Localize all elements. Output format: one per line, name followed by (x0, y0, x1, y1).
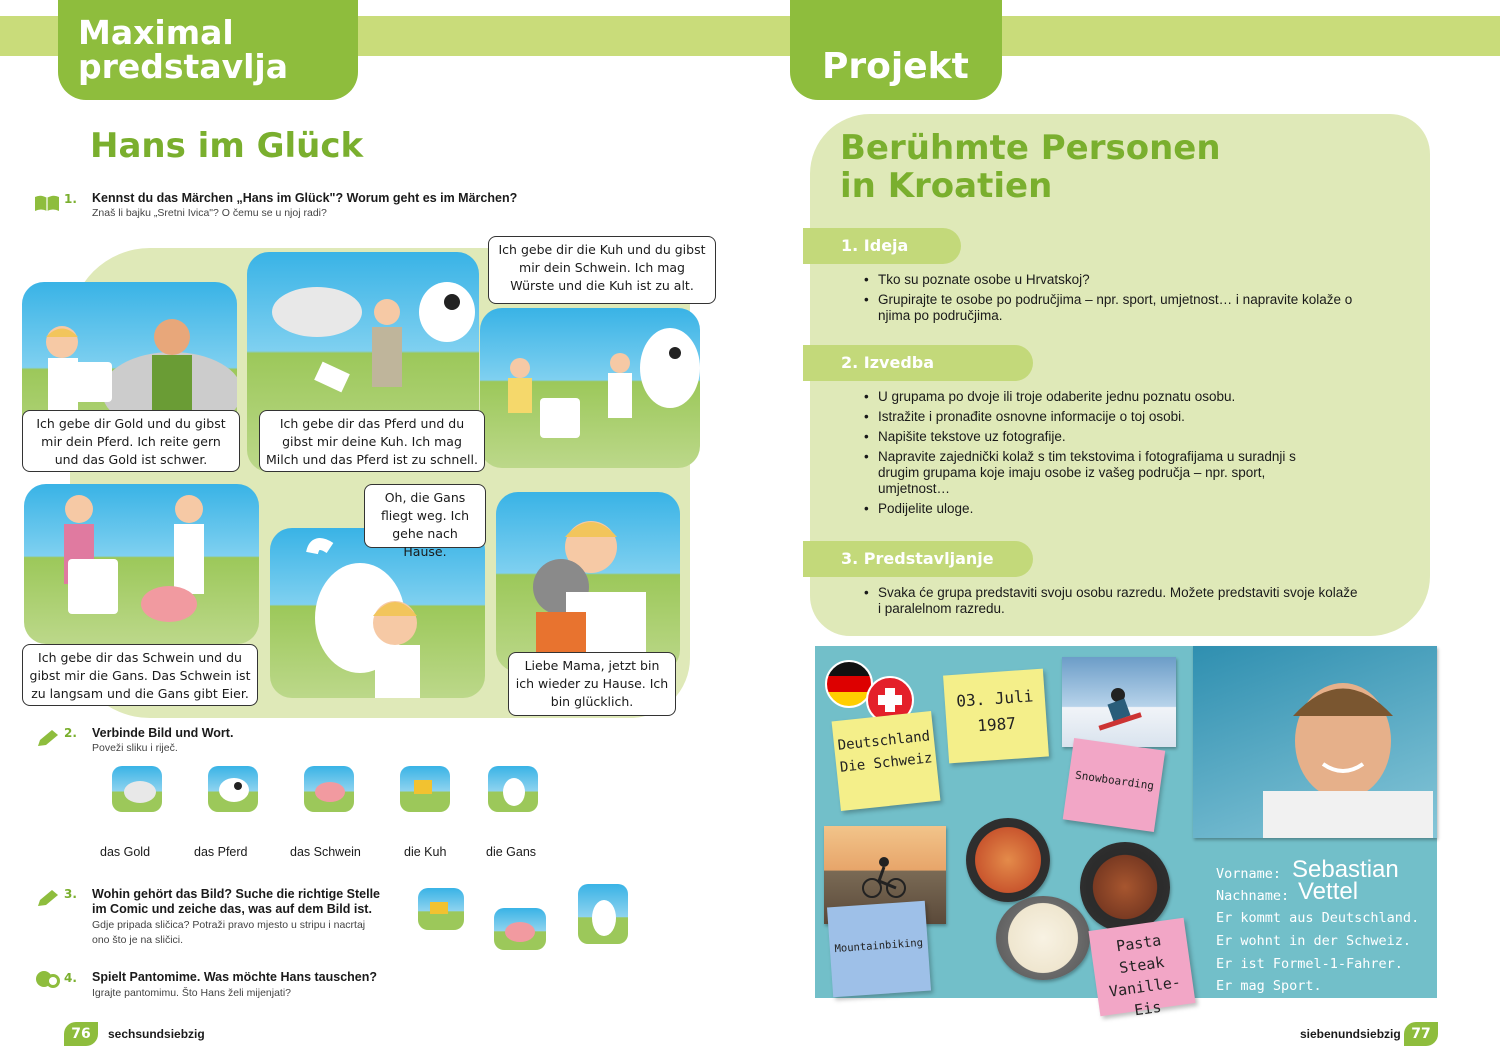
left-tab-line1: Maximal (78, 13, 234, 52)
thumb-goose-task3[interactable] (578, 884, 628, 944)
task-4-de: Spielt Pantomime. Was möchte Hans tauschen? (92, 970, 378, 984)
hans-and-mother-illustration (496, 492, 680, 672)
list-item: • Tko su poznate osobe u Hrvatskoj? (862, 272, 1362, 288)
info-line-3: Er ist Formel-1-Fahrer. (1216, 956, 1403, 972)
thumb-gold[interactable] (400, 766, 450, 812)
word-gold[interactable]: das Gold (100, 845, 151, 859)
cow-and-girl-illustration (480, 308, 700, 468)
speech-bubble-1: Ich gebe dir Gold und du gibst mir dein Pferd. Ich reite gern und das Gold ist schwer. (22, 410, 240, 472)
thumb-goose[interactable] (488, 766, 538, 812)
task-3-number: 3. (64, 887, 77, 901)
left-section-tab (58, 0, 358, 100)
vettel-photo (1193, 646, 1437, 838)
speech-bubble-2: Ich gebe dir das Pferd und du gibst mir deine Kuh. Ich mag Milch und das Pferd ist zu schnell. (259, 410, 485, 472)
list-item: • Napišite tekstove uz fotografije. (862, 429, 1332, 445)
pasta-photo (966, 818, 1050, 902)
task-3-hr-line1: Gdje pripada sličica? Potraži pravo mjesto u stripu i nacrtaj (92, 919, 366, 931)
goose-and-hans-illustration (270, 528, 485, 698)
snowboard-photo (1062, 657, 1176, 747)
section-predstavljanje-heading: 3. Predstavljanje (803, 541, 1033, 577)
list-item: • Napravite zajednički kolaž s tim tekstovima i fotografijama u suradnji s drugim grupama koje imaju osobe iz vašeg područja – npr. sport, umjetnost… (862, 449, 1332, 497)
task-2-number: 2. (64, 726, 77, 740)
note-snowboarding: Snowboarding (1063, 738, 1166, 832)
steak-photo (1080, 842, 1170, 932)
section-izvedba-heading: 2. Izvedba (803, 345, 1033, 381)
list-item: • Grupirajte te osobe po područjima – npr. sport, umjetnost… i napravite kolaže o njima po područjima. (862, 292, 1362, 324)
word-kuh[interactable]: die Kuh (404, 845, 447, 859)
info-nachname: Vettel (1298, 878, 1359, 905)
page-title: Hans im Glück (90, 126, 364, 166)
pencil-icon (36, 728, 60, 752)
info-line-2: Er wohnt in der Schweiz. (1216, 933, 1412, 949)
note-birthdate: 03. Juli 1987 (943, 669, 1049, 764)
left-tab-line2: predstavlja (78, 47, 288, 86)
list-item: • U grupama po dvoje ili troje odaberite jednu poznatu osobu. (862, 389, 1332, 405)
thumb-gold-task3[interactable] (418, 888, 464, 930)
info-line-4: Er mag Sport. (1216, 978, 1322, 994)
comic-panel-4 (24, 484, 259, 644)
task-3-hr-line2: ono što je na sličici. (92, 934, 184, 946)
right-title-line2: in Kroatien (840, 166, 1053, 206)
page-word-left: sechsundsiebzig (108, 1027, 205, 1041)
note-food: Pasta Steak Vanille-Eis (1088, 918, 1195, 1017)
task-1-number: 1. (64, 192, 77, 206)
section-ideja-list (862, 272, 1362, 328)
thumb-horse[interactable] (112, 766, 162, 812)
note-mountainbiking: Mountainbiking (827, 901, 931, 998)
comic-panel-5 (270, 528, 485, 698)
speech-bubble-6: Liebe Mama, jetzt bin ich wieder zu Hause. Ich bin glücklich. (508, 652, 676, 716)
info-vorname: Sebastian (1292, 856, 1399, 883)
pencil-icon (36, 888, 60, 912)
speech-bubble-4: Ich gebe dir das Schwein und du gibst mir die Gans. Das Schwein ist zu langsam und die Gans gibt Eier. (22, 644, 258, 706)
list-item: • Svaka će grupa predstaviti svoju osobu razredu. Možete predstaviti svoje kolaže i paralelnom razredu. (862, 585, 1362, 617)
section-izvedba-list (862, 389, 1332, 521)
icecream-photo (996, 896, 1090, 980)
list-item: • Podijelite uloge. (862, 501, 1332, 517)
task-3-de-line1: Wohin gehört das Bild? Suche die richtige Stelle (92, 887, 381, 901)
thumb-pig[interactable] (304, 766, 354, 812)
note-country: Deutschland Die Schweiz (832, 711, 941, 811)
list-item: • Istražite i pronađite osnovne informacije o toj osobi. (862, 409, 1332, 425)
page-number-right: 77 (1404, 1022, 1438, 1046)
task-2-de: Verbinde Bild und Wort. (92, 726, 234, 740)
task-4-hr: Igrajte pantomimu. Što Hans želi mijenjati? (92, 987, 292, 999)
speech-bubble-3: Ich gebe dir die Kuh und du gibst mir dein Schwein. Ich mag Würste und die Kuh ist zu alt. (488, 236, 716, 304)
thumb-cow[interactable] (208, 766, 258, 812)
info-line-1: Er kommt aus Deutschland. (1216, 910, 1420, 926)
info-vorname-label: Vorname: (1216, 866, 1282, 882)
comic-panel-3 (480, 308, 700, 468)
page-word-right: siebenundsiebzig (1300, 1027, 1401, 1041)
task-2-hr: Poveži sliku i riječ. (92, 742, 178, 754)
word-gans[interactable]: die Gans (486, 845, 537, 859)
task-3-de-line2: im Comic und zeiche das, was auf dem Bild ist. (92, 902, 372, 916)
word-pferd[interactable]: das Pferd (194, 845, 248, 859)
pig-and-girl-illustration (24, 484, 259, 644)
word-schwein[interactable]: das Schwein (290, 845, 361, 859)
section-predstavljanje-list (862, 585, 1362, 621)
speech-bubble-5: Oh, die Gans fliegt weg. Ich gehe nach Hause. (364, 484, 486, 548)
right-section-tab: Projekt (790, 0, 1002, 100)
page-number-left: 76 (64, 1022, 98, 1046)
section-ideja-heading: 1. Ideja (803, 228, 961, 264)
task-4-number: 4. (64, 971, 77, 985)
book-icon (34, 194, 60, 216)
right-title-line1: Berühmte Personen (840, 128, 1221, 168)
speech-bubbles-icon (34, 970, 62, 994)
info-nachname-label: Nachname: (1216, 888, 1290, 904)
thumb-pig-task3[interactable] (494, 908, 546, 950)
task-1-de: Kennst du das Märchen „Hans im Glück"? Worum geht es im Märchen? (92, 191, 518, 205)
comic-panel-6 (496, 492, 680, 672)
task-1-hr: Znaš li bajku „Sretni Ivica"? O čemu se u njoj radi? (92, 207, 327, 219)
